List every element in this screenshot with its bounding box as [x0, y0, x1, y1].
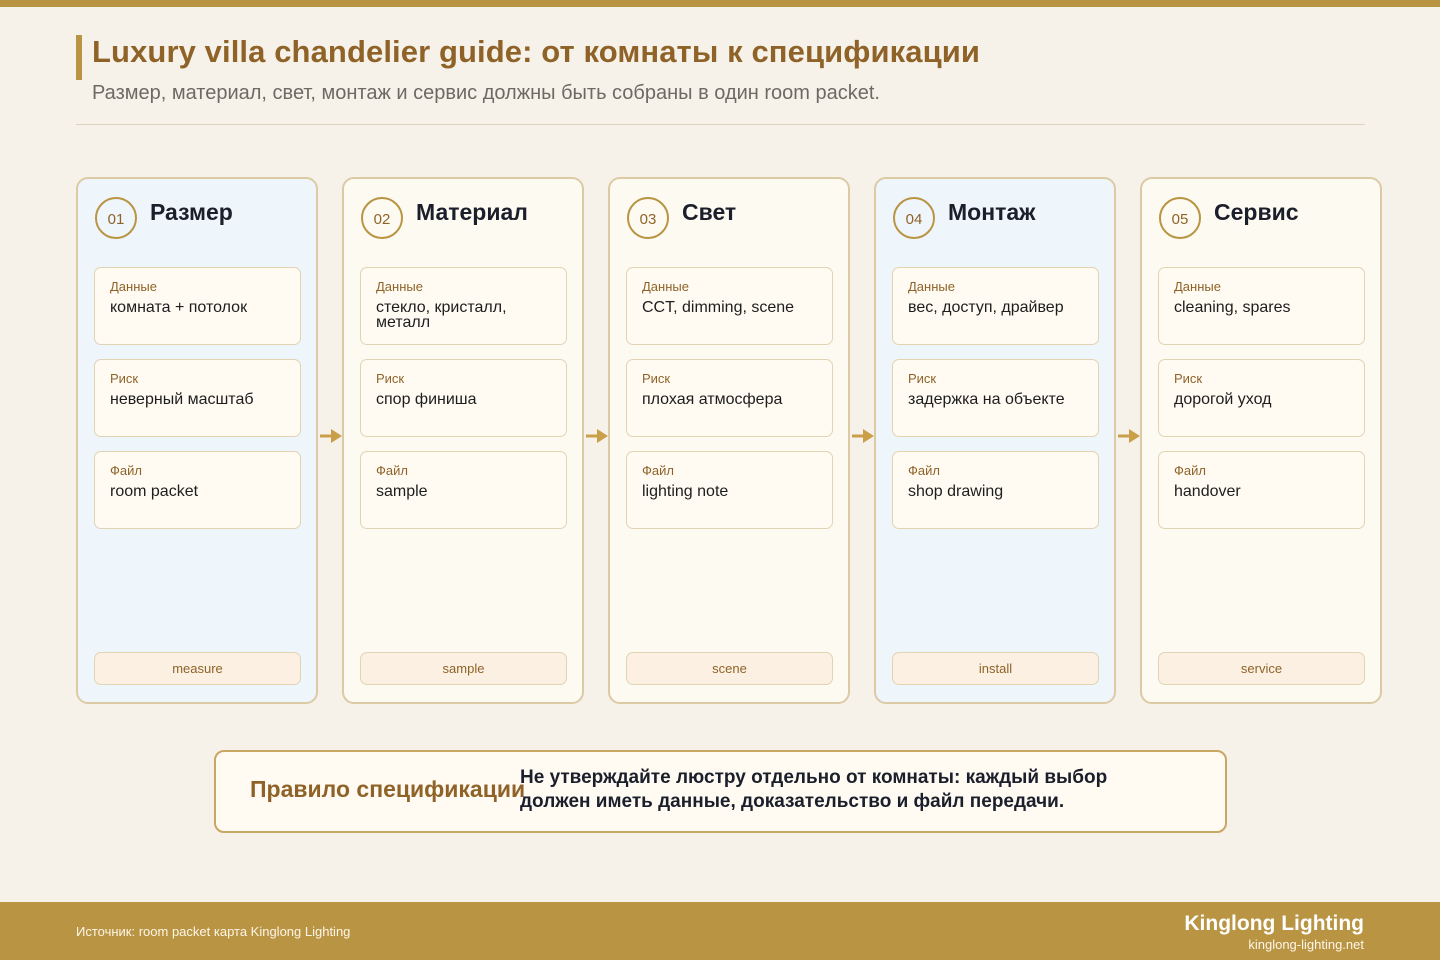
card-value: handover [1174, 483, 1241, 500]
stage-installation [874, 177, 1116, 704]
card-label: Файл [110, 463, 142, 478]
stage-number: 01 [95, 197, 137, 239]
card-label: Риск [110, 371, 139, 386]
data-card [94, 267, 301, 345]
card-label: Риск [376, 371, 405, 386]
card-label: Риск [642, 371, 671, 386]
file-card [1158, 451, 1365, 529]
card-value: cleaning, spares [1174, 299, 1291, 316]
stage-material [342, 177, 584, 704]
card-value: room packet [110, 483, 199, 500]
footer-source: Источник: room packet карта Kinglong Lighting [76, 924, 351, 939]
card-value: спор финиша [376, 391, 477, 408]
risk-card [94, 359, 301, 437]
stage-number: 04 [893, 197, 935, 239]
risk-card [360, 359, 567, 437]
arrow-right-icon [851, 427, 875, 445]
card-label: Данные [110, 279, 157, 294]
card-value: неверный масштаб [110, 391, 254, 408]
stage-size [76, 177, 318, 704]
stage-number: 02 [361, 197, 403, 239]
stage-tag: measure [94, 652, 301, 685]
risk-card [626, 359, 833, 437]
stage-tag: service [1158, 652, 1365, 685]
stage-tag: install [892, 652, 1099, 685]
stage-title: Монтаж [948, 199, 1036, 225]
arrow-right-icon [1117, 427, 1141, 445]
card-label: Файл [376, 463, 408, 478]
risk-card [892, 359, 1099, 437]
footer [0, 902, 1440, 960]
card-value: CCT, dimming, scene [642, 299, 795, 316]
footer-brand: Kinglong Lighting [1184, 912, 1364, 935]
stage-title: Размер [150, 199, 233, 225]
top-accent-bar [0, 0, 1440, 7]
title-accent-bar [76, 35, 82, 80]
file-card [892, 451, 1099, 529]
stage-number: 03 [627, 197, 669, 239]
rule-title: Правило спецификации [250, 776, 526, 802]
arrow-right-icon [319, 427, 343, 445]
file-card [360, 451, 567, 529]
card-label: Данные [908, 279, 955, 294]
rule-text: Не утверждайте люстру отдельно от комнаты: каждый выбор должен иметь данные, доказательство и файл передачи. [520, 767, 1108, 812]
spec-rule-box [214, 750, 1227, 833]
card-label: Файл [908, 463, 940, 478]
data-card [360, 267, 567, 345]
stage-number: 05 [1159, 197, 1201, 239]
card-label: Данные [1174, 279, 1221, 294]
file-card [94, 451, 301, 529]
data-card [892, 267, 1099, 345]
stage-tag: scene [626, 652, 833, 685]
card-value: вес, доступ, драйвер [908, 299, 1064, 316]
card-value: задержка на объекте [908, 391, 1065, 408]
data-card [1158, 267, 1365, 345]
card-value: lighting note [642, 483, 729, 500]
arrow-right-icon [585, 427, 609, 445]
card-value: стекло, кристалл, металл [376, 299, 507, 331]
card-value: shop drawing [908, 483, 1004, 500]
file-card [626, 451, 833, 529]
stage-tag: sample [360, 652, 567, 685]
card-label: Риск [908, 371, 937, 386]
risk-card [1158, 359, 1365, 437]
card-value: дорогой уход [1174, 391, 1272, 408]
card-value: sample [376, 483, 428, 500]
card-value: плохая атмосфера [642, 391, 783, 408]
footer-site-link[interactable]: kinglong-lighting.net [1248, 937, 1364, 952]
card-label: Данные [376, 279, 423, 294]
stage-title: Сервис [1214, 199, 1299, 225]
card-label: Данные [642, 279, 689, 294]
stage-service [1140, 177, 1382, 704]
card-label: Файл [1174, 463, 1206, 478]
card-label: Риск [1174, 371, 1203, 386]
data-card [626, 267, 833, 345]
header-divider [76, 124, 1365, 125]
stage-light [608, 177, 850, 704]
stage-title: Свет [682, 199, 737, 225]
page-title: Luxury villa chandelier guide: от комнаты к спецификации [92, 34, 981, 69]
stage-title: Материал [416, 199, 528, 225]
card-label: Файл [642, 463, 674, 478]
page-subtitle: Размер, материал, свет, монтаж и сервис должны быть собраны в один room packet. [92, 82, 880, 104]
card-value: комната + потолок [110, 299, 248, 316]
